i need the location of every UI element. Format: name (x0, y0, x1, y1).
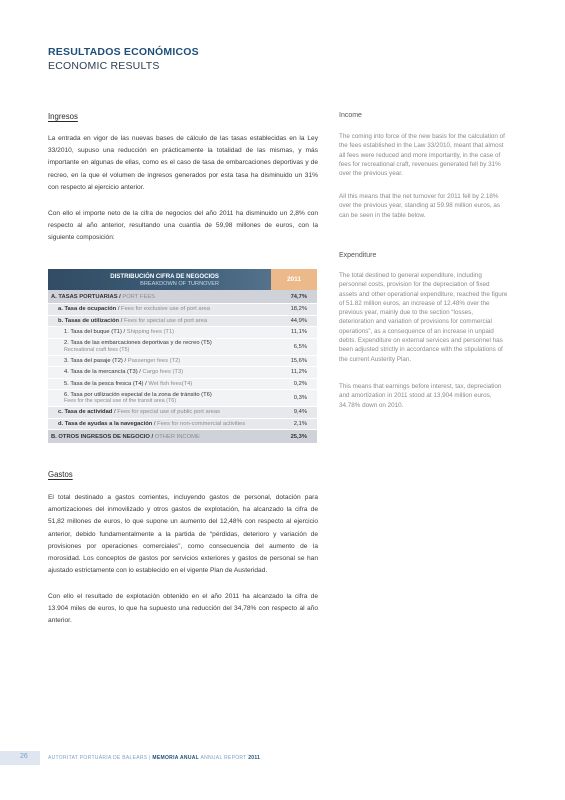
row-value: 0,3% (293, 395, 307, 401)
row-label-en: Fees for special use of port area (123, 317, 208, 324)
row-label-es: 2. Tasa de las embarcaciones deportivas y de recreo (T5) (64, 340, 212, 346)
footer-year: 2011 (248, 755, 261, 761)
table-row-port-fees: A. TASAS PORTUARIAS / PORT FEES 74,7% (48, 290, 317, 304)
row-label-en: OTHER INCOME (154, 433, 200, 440)
footer-text (48, 755, 260, 761)
row-value: 25,3% (290, 433, 307, 440)
table-title-es: DISTRIBUCIÓN CIFRA DE NEGOCIOS (110, 273, 219, 280)
gastos-paragraph-2: Con ello el resultado de explotación obtenido en el año 2011 ha alcanzado la cifra de 13.904 miles de euros, lo que ha supuesto una reducción del 34,78% con respecto al año anterior. (48, 593, 318, 625)
row-label-es: a. Tasa de ocupación (58, 306, 117, 313)
table-row-other-income: B. OTROS INGRESOS DE NEGOCIO / OTHER INCOME 25,3% (48, 430, 317, 444)
table-header-title (48, 269, 271, 290)
footer-annual: ANNUAL REPORT (200, 755, 247, 761)
table-row-activity: c. Tasa de actividad / Fees for special use of public port areas 9,4% (48, 407, 317, 419)
row-value: 15,6% (290, 357, 307, 364)
income-paragraph-2: All this means that the net turnover for 2011 fell by 2.18% over the previous year, standing at 59.98 million euros, as can be seen in the table below. (339, 193, 501, 219)
turnover-table (48, 269, 317, 444)
table-header (48, 269, 317, 290)
table-row-navigation: d. Tasa de ayudas a la navegación / Fees for non-commercial activities 2,1% (48, 419, 317, 431)
row-value: 74,7% (290, 293, 307, 300)
row-value: 11,2% (290, 369, 307, 376)
table-year-header: 2011 (271, 269, 317, 290)
row-label-es: b. Tasas de utilización (58, 317, 120, 324)
row-label-en: PORT FEES (122, 293, 156, 300)
footer-org: AUTORITAT PORTUÀRIA DE BALEARS (48, 755, 148, 761)
row-value: 6,5% (293, 343, 307, 350)
row-value: 0,2% (293, 380, 307, 387)
table-title-en: BREAKDOWN OF TURNOVER (140, 281, 219, 287)
row-label-en: Fees for non-commercial activities (157, 420, 246, 427)
page-title: RESULTADOS ECONÓMICOS (48, 46, 199, 58)
table-row-t6 (48, 390, 317, 407)
gastos-paragraph-1: El total destinado a gastos corrientes, incluyendo gastos de personal, dotación para amortizaciones del inmovilizado y otros gastos de explotación, ha alcanzado la cifra de 51,82 millones de euros, lo que supone un aumento del 12,48% con respecto al ejercicio anterior, debido fundamentalmente a la partida de “pérdidas, deterioro y variación de provisiones por operaciones comerciales”, como consecuencia del aumento de la morosidad. Los conceptos de gastos por servicios exteriores y gastos de personal se han ajustado estrictamente con lo establecido en el vigente Plan de Austeridad. (48, 494, 318, 575)
ingresos-paragraph-1: La entrada en vigor de las nuevas bases de cálculo de las tasas establecidas en la Ley 33/2010, supuso una reducción en prácticamente la totalidad de las mismas, y más importante en algunas de ellas, como es el caso de tasa de embarcaciones deportivas y de recreo, en la que el volumen de ingresos generados por esta tasa ha disminuido un 31% con respecto al ejercicio anterior. (48, 135, 318, 191)
row-label-en: Passenger fees (T2) (127, 357, 181, 364)
section-title-ingresos: Ingresos (48, 112, 78, 121)
row-label-en: Fees for exclusive use of port area (121, 306, 210, 313)
table-row-t4: 5. Tasa de la pesca fresca (T4) / Wet fish fees(T4) 0,2% (48, 379, 317, 391)
section-title-expenditure: Expenditure (339, 252, 377, 259)
row-label-es: 5. Tasa de la pesca fresca (T4) (64, 380, 144, 387)
table-row-t3: 4. Tasa de la mercancía (T3) / Cargo fees (T3) 11,2% (48, 367, 317, 379)
table-row-t2: 3. Tasa del pasaje (T2) / Passenger fees (T2) 15,6% (48, 356, 317, 368)
row-label-en: Shipping fees (T1) (126, 329, 175, 336)
row-label-es: 3. Tasa del pasaje (T2) (64, 357, 123, 364)
table-row-t1: 1. Tasa del buque (T1) / Shipping fees (T1) 11,1% (48, 327, 317, 339)
table-row-t5 (48, 339, 317, 356)
row-label-es: 4. Tasa de la mercancía (T3) (64, 369, 138, 376)
row-value: 2,1% (293, 420, 307, 427)
row-value: 11,1% (290, 329, 307, 336)
section-title-income: Income (339, 112, 362, 119)
row-label-en: Fees for special use of public port areas (117, 409, 220, 416)
row-label-en: Fees for the special use of the transit area (T6) (64, 398, 177, 404)
row-label-es: c. Tasa de actividad (58, 409, 113, 416)
footer-memoria: MEMORIA ANUAL (152, 755, 200, 761)
row-label-en: Cargo fees (T3) (142, 369, 184, 376)
expenditure-paragraph-1: The total destined to general expenditure, including personnel costs, provision for the depreciation of fixed assets and other operational expenditure, reached the figure of 51.82 million euros, an increase of 12.48% over the previous year, mainly due to the section “losses, deterioration and variation of provisions for commercial operations”, as a consequence of an increase in unpaid debts. Expenditure on external services and personnel has been adjusted strictly in accordance with the stipulations of the current Austerity Plan. (339, 272, 508, 363)
row-label-es: 1. Tasa del buque (T1) (64, 329, 122, 336)
row-label-en: Wet fish fees(T4) (148, 380, 193, 387)
row-label-es: 6. Tasa por utilización especial de la zona de tránsito (T6) (64, 391, 212, 398)
footer-separator: | (149, 755, 151, 761)
income-paragraph-1: The coming into force of the new basis for the calculation of the fees established in the Law 33/2010, meant that almost all fees were reduced and more importantly, in the case of fees for recreational craft, revenues generated fell by 31% over the previous year. (339, 133, 505, 178)
expenditure-paragraph-2: This means that earnings before interest, tax, depreciation and amortization in 2011 stood at 13,904 million euros, 34.78% down on 2010. (339, 383, 502, 409)
row-label-es: B. OTROS INGRESOS DE NEGOCIO (51, 433, 150, 440)
row-label-es: d. Tasa de ayudas a la navegación (58, 420, 153, 427)
row-value: 18,2% (290, 306, 307, 313)
ingresos-paragraph-2: Con ello el importe neto de la cifra de negocios del año 2011 ha disminuido un 2,8% con respecto al año anterior, resultando una cuantía de 59,98 millones de euros, con la siguiente composición: (48, 210, 318, 242)
page-subtitle: ECONOMIC RESULTS (48, 60, 160, 72)
page-number: 26 (20, 753, 28, 760)
row-value: 44,9% (290, 317, 307, 324)
row-label-es: A. TASAS PORTUARIAS (51, 293, 118, 300)
row-value: 9,4% (293, 409, 307, 416)
table-row-utilization: b. Tasas de utilización / Fees for special use of port area 44,9% (48, 316, 317, 328)
table-row-occupation: a. Tasa de ocupación / Fees for exclusive use of port area 18,2% (48, 304, 317, 316)
row-label-en: Recreational craft fees (T5) (64, 346, 130, 353)
section-title-gastos: Gastos (48, 470, 73, 479)
